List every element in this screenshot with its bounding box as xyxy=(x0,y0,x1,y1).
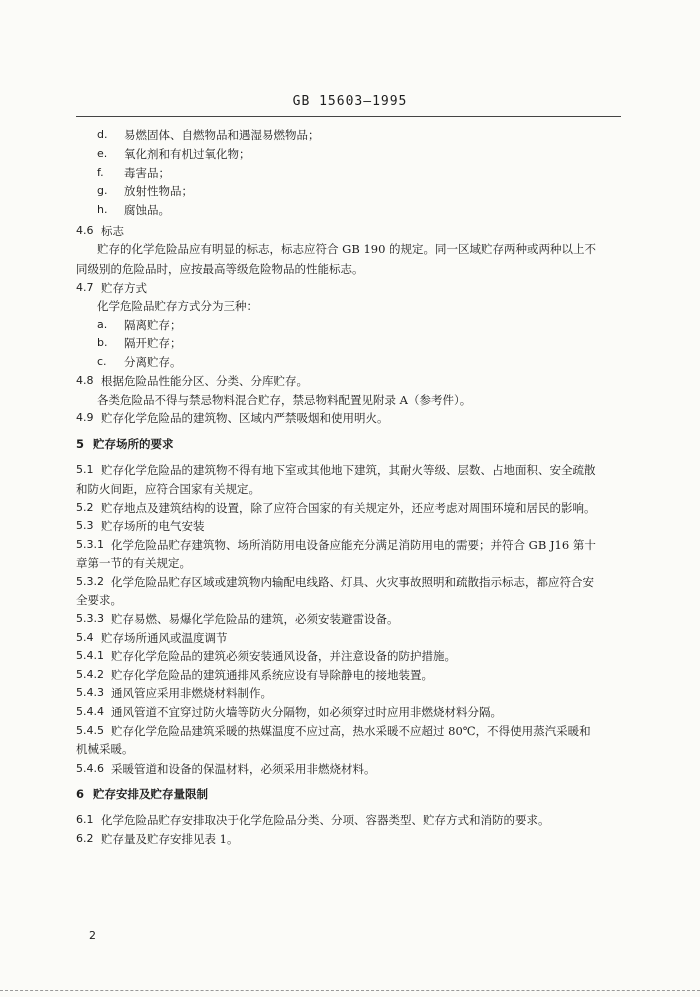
paragraph-4-8-line2: 各类危险品不得与禁忌物料混合贮存，禁忌物料配置见附录 A（参考件）。 xyxy=(97,393,472,407)
list-item-f: 毒害品； xyxy=(124,166,170,180)
list-item-a: 隔离贮存； xyxy=(124,318,182,332)
section-number-5-3-2: 5.3.2 xyxy=(76,575,104,588)
list-item-g: 放射性物品； xyxy=(124,184,193,198)
paragraph-5-3-1-line1: 化学危险品贮存建筑物、场所消防用电设备应能充分满足消防用电的需要；并符合 GB J16 第十 xyxy=(111,538,596,552)
paragraph-4-9: 贮存化学危险品的建筑物、区域内严禁吸烟和使用明火。 xyxy=(101,411,389,425)
page-number: 2 xyxy=(89,929,96,942)
paragraph-4-7-intro: 化学危险品贮存方式分为三种： xyxy=(97,299,258,313)
section-number-5-3-3: 5.3.3 xyxy=(76,612,104,625)
paragraph-5-1-line2: 和防火间距，应符合国家有关规定。 xyxy=(76,482,260,496)
paragraph-4-6-line1: 贮存的化学危险品应有明显的标志，标志应符合 GB 190 的规定。同一区域贮存两种或两种以上不 xyxy=(97,242,597,256)
section-title-5-4: 贮存场所通风或温度调节 xyxy=(101,631,228,645)
list-item-h: 腐蚀品。 xyxy=(124,203,170,217)
paragraph-6-1: 化学危险品贮存安排取决于化学危险品分类、分项、容器类型、贮存方式和消防的要求。 xyxy=(101,813,550,827)
list-item-e: 氧化剂和有机过氧化物； xyxy=(124,147,251,161)
chapter-title-5: 贮存场所的要求 xyxy=(93,437,174,451)
paragraph-5-1-line1: 贮存化学危险品的建筑物不得有地下室或其他地下建筑，其耐火等级、层数、占地面积、安全疏散 xyxy=(101,463,596,477)
section-number-5-4-2: 5.4.2 xyxy=(76,668,104,681)
list-label-h: h. xyxy=(97,203,108,216)
list-item-c: 分离贮存。 xyxy=(124,355,182,369)
list-label-d: d. xyxy=(97,128,108,141)
section-number-5-4-5: 5.4.5 xyxy=(76,724,104,737)
list-label-b: b. xyxy=(97,336,108,349)
paragraph-5-2: 贮存地点及建筑结构的设置，除了应符合国家的有关规定外，还应考虑对周围环境和居民的影响。 xyxy=(101,501,596,515)
section-title-5-3: 贮存场所的电气安装 xyxy=(101,519,205,533)
section-number-5-4-3: 5.4.3 xyxy=(76,686,104,699)
list-item-d: 易燃固体、自燃物品和遇湿易燃物品； xyxy=(124,128,320,142)
section-number-5-4: 5.4 xyxy=(76,631,94,644)
list-label-a: a. xyxy=(97,318,108,331)
chapter-number-6: 6 xyxy=(76,787,85,801)
paragraph-5-4-3: 通风管应采用非燃烧材料制作。 xyxy=(111,686,272,700)
section-number-5-4-6: 5.4.6 xyxy=(76,762,104,775)
section-title-4-7: 贮存方式 xyxy=(101,281,147,295)
paragraph-5-4-5-line1: 贮存化学危险品建筑采暖的热媒温度不应过高，热水采暖不应超过 80℃，不得使用蒸汽采暖和 xyxy=(111,724,591,738)
paragraph-5-4-2: 贮存化学危险品的建筑通排风系统应设有导除静电的接地装置。 xyxy=(111,668,433,682)
list-label-f: f. xyxy=(97,166,104,179)
paragraph-5-3-2-line1: 化学危险品贮存区域或建筑物内输配电线路、灯具、火灾事故照明和疏散指示标志，都应符合安 xyxy=(111,575,594,589)
list-label-e: e. xyxy=(97,147,108,160)
section-number-5-1: 5.1 xyxy=(76,463,94,476)
section-number-4-9: 4.9 xyxy=(76,411,94,424)
paragraph-5-3-3: 贮存易燃、易爆化学危险品的建筑，必须安装避雷设备。 xyxy=(111,612,399,626)
section-number-4-7: 4.7 xyxy=(76,281,94,294)
section-title-4-6: 标志 xyxy=(101,224,124,238)
section-number-6-1: 6.1 xyxy=(76,813,94,826)
paragraph-4-8: 根据危险品性能分区、分类、分库贮存。 xyxy=(101,374,308,388)
header-rule xyxy=(76,116,621,117)
paragraph-5-4-1: 贮存化学危险品的建筑必须安装通风设备，并注意设备的防护措施。 xyxy=(111,649,456,663)
section-number-5-3-1: 5.3.1 xyxy=(76,538,104,551)
section-number-5-4-4: 5.4.4 xyxy=(76,705,104,718)
section-number-5-4-1: 5.4.1 xyxy=(76,649,104,662)
paragraph-5-4-5-line2: 机械采暖。 xyxy=(76,742,134,756)
paragraph-6-2: 贮存量及贮存安排见表 1。 xyxy=(101,832,239,846)
bottom-dashed-edge xyxy=(0,990,700,991)
paragraph-4-6-line2: 同级别的危险品时，应按最高等级危险物品的性能标志。 xyxy=(76,262,364,276)
paragraph-5-3-1-line2: 章第一节的有关规定。 xyxy=(76,556,191,570)
paragraph-5-3-2-line2: 全要求。 xyxy=(76,593,122,607)
section-number-5-2: 5.2 xyxy=(76,501,94,514)
list-label-g: g. xyxy=(97,184,108,197)
page-header: GB 15603—1995 xyxy=(292,94,408,109)
list-item-b: 隔开贮存； xyxy=(124,336,182,350)
section-number-6-2: 6.2 xyxy=(76,832,94,845)
chapter-title-6: 贮存安排及贮存量限制 xyxy=(93,787,208,801)
paragraph-5-4-6: 采暖管道和设备的保温材料，必须采用非燃烧材料。 xyxy=(111,762,376,776)
section-number-4-6: 4.6 xyxy=(76,224,94,237)
section-number-4-8: 4.8 xyxy=(76,374,94,387)
paragraph-5-4-4: 通风管道不宜穿过防火墙等防火分隔物，如必须穿过时应用非燃烧材料分隔。 xyxy=(111,705,502,719)
section-number-5-3: 5.3 xyxy=(76,519,94,532)
chapter-number-5: 5 xyxy=(76,437,85,451)
list-label-c: c. xyxy=(97,355,107,368)
